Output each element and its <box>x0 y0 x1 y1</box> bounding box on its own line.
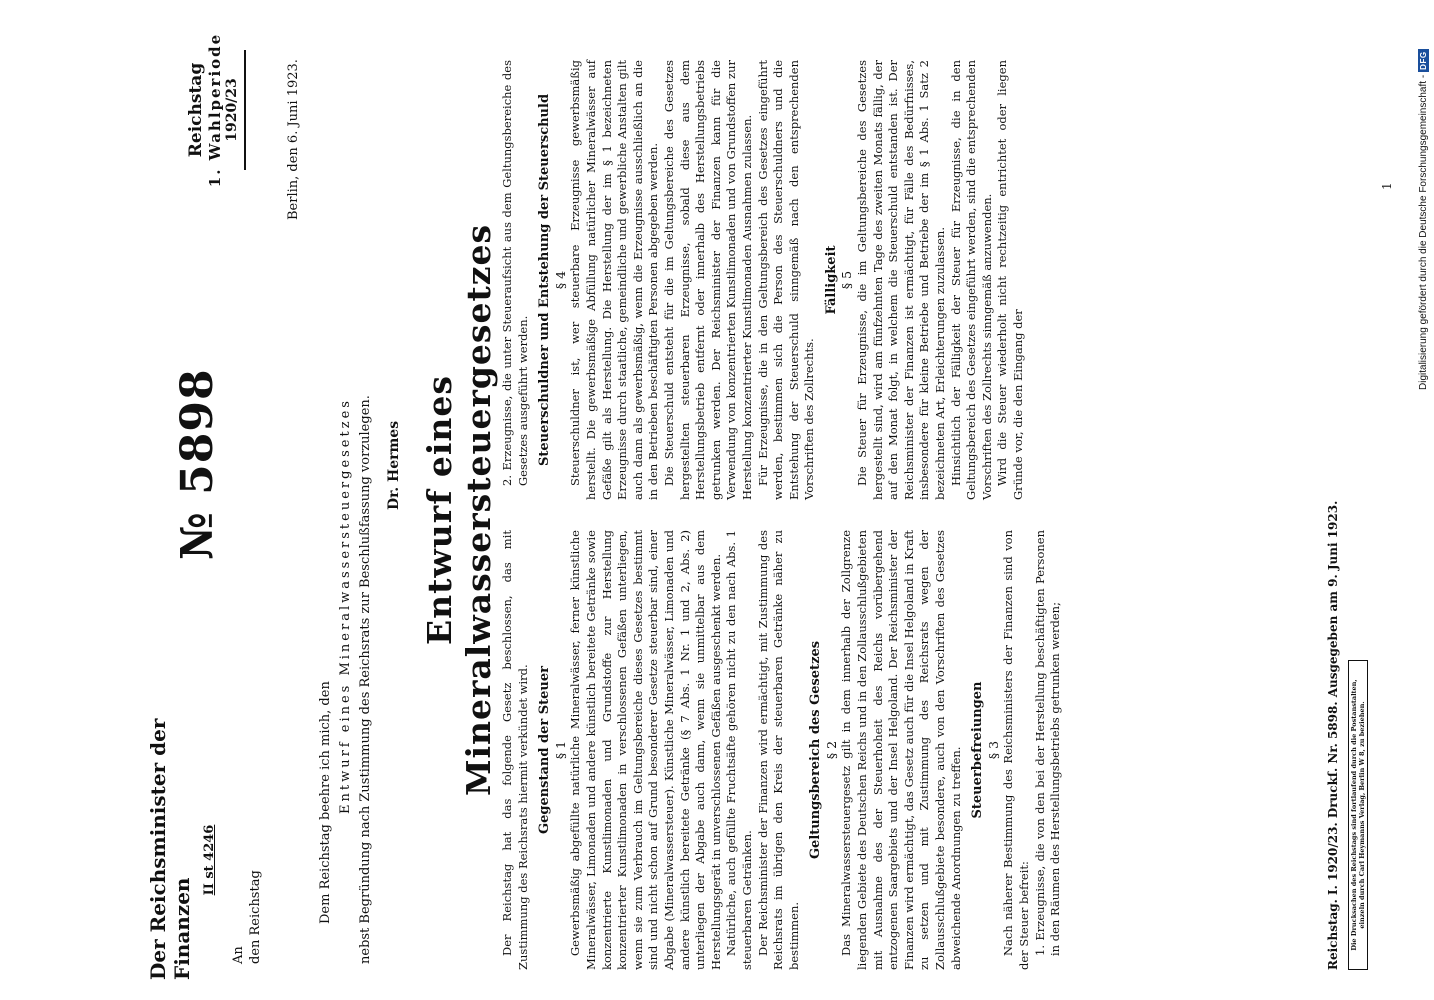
section-4-heading: Steuerschuldner und Entstehung der Steuerschuld <box>537 93 553 467</box>
digitization-credit-text: Digitalisierung gefördert durch die Deutsche Forschungsgemeinschaft - <box>1418 74 1429 390</box>
sender-block <box>146 620 217 980</box>
print-info: Reichstag. I. 1920/23. Druckſ. Nr. 5898. Ausgegeben am 9. Juni 1923. <box>1326 500 1340 970</box>
masthead-period: 1. Wahlperiode <box>206 32 224 188</box>
dfg-logo: DFG <box>1419 51 1428 70</box>
document-page <box>90 20 1410 980</box>
page-number: 1 <box>1380 182 1394 190</box>
section-1-paragraph-2: Natürliche, auch gefüllte Fruchtsäfte gehören nicht zu den nach Abs. 1 steuerbaren Getränken. <box>724 530 754 970</box>
section-3-item-1: 1. Erzeugnisse, die von den bei der Herstellung beschäftigten Personen in den Räumen des Herstellungsbetriebs getrunken werden; <box>1032 530 1063 956</box>
section-4-sign: § 4 <box>552 270 568 290</box>
address-line-2: den Reichstag <box>248 870 263 964</box>
section-4-paragraph-3: Für Erzeugnisse, die in den Geltungsbereich des Gesetzes eingeführt werden, bestimmen sich die Person des Steuerschuldners und die Entstehung der Steuerschuld sinngemäß nach den entsprechenden Vorschriften des Zollrechts. <box>755 60 817 500</box>
section-1-heading: Gegenstand der Steuer <box>537 666 553 834</box>
section-5-sign: § 5 <box>839 270 855 290</box>
section-4-paragraph-2: Die Steuerschuld entsteht für die im Geltungsbereiche des Gesetzes hergestellten steuerbaren Erzeugnisse, sobald diese aus dem Herstellungsbetrieb entfernt oder innerhalb des Herstellungsbetriebs getrunken werden. Der Reichsminister der Finanzen kann für die Verwendung von konzentrierten Kunstlimonaden und von Grundstoffen zur Herstellung konzentrierter Kunstlimonaden Ausnahmen zulassen. <box>661 60 754 500</box>
masthead-years: 1920/23 <box>224 78 240 142</box>
right-column <box>500 60 1027 500</box>
cover-letter-line-2: Entwurf eines Mineralwassersteuergesetzes <box>338 398 353 814</box>
main-title: Entwurf eines Mineralwassersteuergesetzes <box>420 223 498 797</box>
place-date: Berlin, den 6. Juni 1923. <box>286 59 301 220</box>
document-number: № 5898 <box>172 368 223 560</box>
section-1-paragraph-1: Gewerbsmäßig abgefüllte natürliche Mineralwässer, ferner künstliche Mineralwässer, Limonaden und andere künstlich bereitete Getränke sowie konzentrierte Kunstlimonaden und Grundstoffe zur Herstellung konzentrierter Kunstlimonaden in verschlossenen Gefäßen unterliegen, wenn sie zum Verbrauch im Geltungsbereiche dieses Gesetzes bestimmt sind und nicht schon auf Grund besonderer Gesetze steuerbar sind, einer Abgabe (Mineralwassersteuer). Künstliche Mineralwässer, Limonaden und andere künstlich bereitete Getränke (§ 7 Abs. 1 Nr. 1 und 2, Abs. 2) unterliegen der Abgabe auch dann, wenn sie unmittelbar aus dem Herstellungsgerät in unverschlossenen Gefäßen ausgeschenkt werden. <box>568 530 723 970</box>
section-3-sign: § 3 <box>985 740 1001 760</box>
cover-letter-line-3: nebst Begründung nach Zustimmung des Reichsrats zur Beschlußfassung vorzulegen. <box>358 395 373 964</box>
preamble: Der Reichstag hat das folgende Gesetz beschlossen, das mit Zustimmung des Reichsrats hiermit verkündet wird. <box>500 530 530 970</box>
left-column <box>500 530 1064 970</box>
masthead-title: Reichstag <box>186 62 206 158</box>
section-2-paragraph-1: Das Mineralwassersteuergesetz gilt in dem innerhalb der Zollgrenze liegenden Gebiete des Deutschen Reichs und in den Zollausschlußgebieten mit Ausnahme des der Steuerhoheit des Reichs vorübergehend entzogenen Saargebiets und der Insel Helgoland. Der Reichsminister der Finanzen wird ermächtigt, das Gesetz auch für die Insel Helgoland in Kraft zu setzen und mit Zustimmung des Reichsrats wegen der Zollausschlußgebiete besondere, auch von den Vorschriften des Gesetzes abweichende Anordnungen zu treffen. <box>839 530 963 970</box>
section-5-paragraph-1: Die Steuer für Erzeugnisse, die im Geltungsbereiche des Gesetzes hergestellt sind, wird am fünfzehnten Tage des zweiten Monats fällig, der auf den Monat folgt, in welchem die Steuerschuld entstanden ist. Der Reichsminister der Finanzen ist ermächtigt, für Fälle des Bedürfnisses, insbesondere für kleine Betriebe und Betriebe der im § 1 Abs. 1 Satz 2 bezeichneten Art, Erleichterungen zuzulassen. <box>855 60 948 500</box>
address-line-1: An <box>231 946 246 964</box>
masthead <box>186 30 246 190</box>
section-5-paragraph-3: Wird die Steuer wiederholt nicht rechtzeitig entrichtet oder liegen Gründe vor, die den Eingang der <box>995 60 1025 500</box>
cover-letter-line-1: Dem Reichstag beehre ich mich, den <box>318 681 333 924</box>
section-2-sign: § 2 <box>823 740 839 760</box>
sender: Der Reichsminister der Finanzen <box>146 718 194 980</box>
section-3-item-2: 2. Erzeugnisse, die unter Steueraufsicht aus dem Geltungsbereiche des Gesetzes ausgeführt werden. <box>500 60 530 486</box>
signature: Dr. Hermes <box>386 420 402 510</box>
masthead-rule <box>244 50 246 170</box>
section-4-paragraph-1: Steuerschuldner ist, wer steuerbare Erzeugnisse gewerbsmäßig herstellt. Die gewerbsmäßige Abfüllung natürlicher Mineralwässer auf Gefäße gilt als Herstellung. Die Herstellung der im § 1 bezeichneten Erzeugnisse durch staatliche, gemeindliche und gewerbliche Anstalten gilt auch dann als gewerbsmäßig, wenn die Erzeugnisse ausschließlich an die in den Betrieben beschäftigten Personen abgegeben werden. <box>568 60 661 500</box>
section-3-heading: Steuerbefreiungen <box>970 681 986 819</box>
publisher-line-1: Die Drucksachen des Reichstags sind fortlaufend durch die Postanstalten, <box>1350 679 1358 951</box>
section-2-heading: Geltungsbereich des Gesetzes <box>808 640 824 860</box>
address-block <box>230 870 264 964</box>
publisher-line-2: einzeln durch Carl Heymanns Verlag, Berlin W 8, zu beziehen. <box>1358 701 1366 929</box>
section-5-paragraph-2: Hinsichtlich der Fälligkeit der Steuer für Erzeugnisse, die in den Geltungsbereich des Gesetzes eingeführt werden, sind die entsprechenden Vorschriften des Zollrechts sinngemäß anzuwenden. <box>948 60 994 500</box>
section-1-paragraph-3: Der Reichsminister der Finanzen wird ermächtigt, mit Zustimmung des Reichsrats im übrigen den Kreis der steuerbaren Getränke näher zu bestimmen. <box>755 530 801 970</box>
cover-letter <box>316 84 376 964</box>
section-1-sign: § 1 <box>552 740 568 760</box>
publisher-note <box>1348 660 1368 970</box>
section-5-heading: Fälligkeit <box>823 245 839 315</box>
file-reference: II st 4246 <box>202 824 217 896</box>
section-3-paragraph-1: Nach näherer Bestimmung des Reichsministers der Finanzen sind von der Steuer befreit: <box>1001 530 1031 970</box>
